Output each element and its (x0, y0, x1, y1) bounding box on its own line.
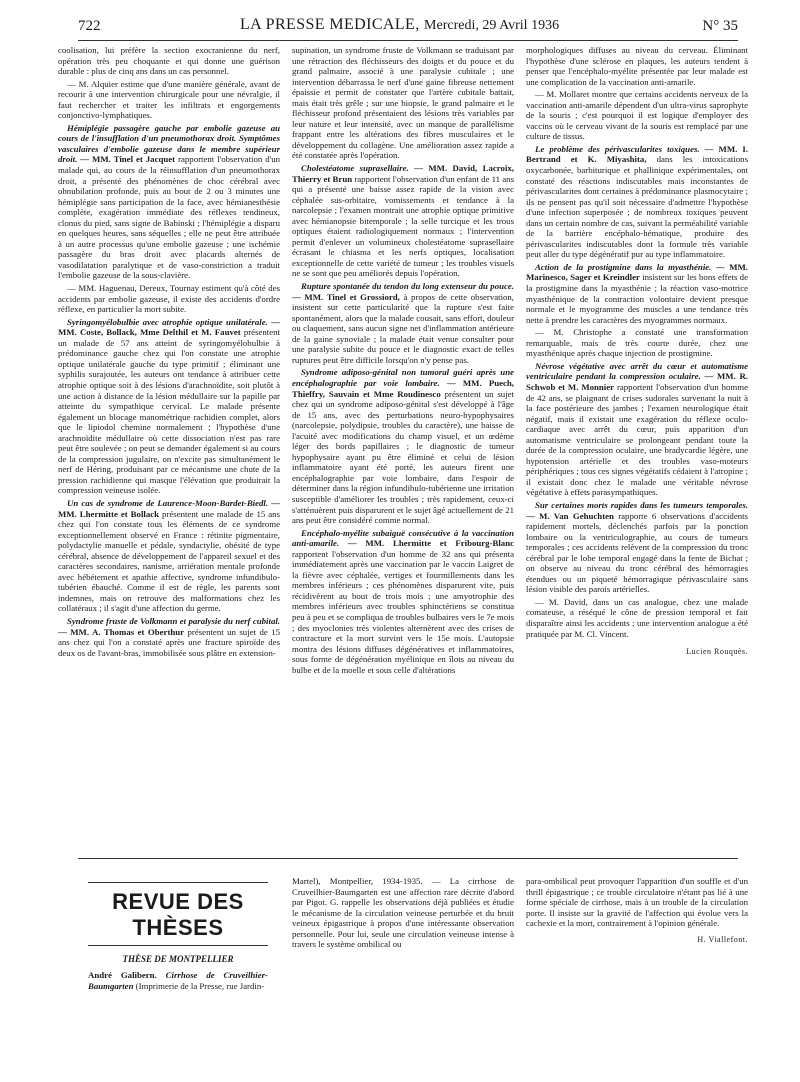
section-title: Syringomyélobulbie avec atrophie optique unilatérale. (67, 316, 268, 327)
these-entry (88, 970, 268, 991)
journal-title: LA PRESSE MEDICALE, (240, 16, 420, 33)
paragraph: — M. Christophe a constaté une transformation remarquable, mais de très courte durée, chez une myasthénique après chaque injection de prostigmine. (526, 327, 748, 359)
article-columns (58, 45, 748, 850)
section-divider (78, 858, 738, 859)
section-authors: — MM. Tinel et Jacquet (80, 154, 176, 165)
section (292, 367, 514, 525)
these-column-2: Martel), Montpellier, 1934-1935. — La cirrhose de Cruveilhier-Baumgarten est une affection rare décrite d'abord par Pigot. G. rappelle les observations déjà publiées et étudie le mécanisme de la circulation veineuse perturbée et du bruit veineux épigastrique à propos d'une intéressante observation personnelle. Pour lui, seule une circulation veineuse intense à travers le système ombilical ou (292, 876, 514, 950)
section-title: Rupture spontanée du tendon du long extenseur du pouce. (301, 281, 514, 292)
section-text: rapportent l'observation d'un malade qui, au cours de la réinsufflation d'un pneumothorax droit, a présenté des phénomènes de choc cérébral avec obnubilation profonde, puis au bout de 2 ou 3 minutes une hémiplégie sans participation de la face, avec hémianesthésie complète, exagération immédiate des réflexes tendineux, clonus du pied, sans signe de Babinski ; l'hémiplégie a disparu en quelques heures, sans séquelles ; elle ne peut être attribuée à un autre processus qu'une embolie gazeuse ; une ischémie passagère du bras droit avec placards alternés de vasodilatation paralytique et de vaso-constriction a traduit l'embolie gazeuse de la sous-clavière. (58, 154, 280, 281)
paragraph: supination, un syndrome fruste de Volkmann se traduisant par une rétraction des fléchisseurs des doigts et du pouce et du grand palmaire, associé à une paralysie cubitale ; une intervention débarrassa le nerf d'une gaine fibreuse nettement épaissie et permit de constater que l'artère cubitale battait, mais était très grêle ; sur une biopsie, le grand palmaire et le fléchisseur profond présentaient des lésions très variables par leur nature et leur intensité, avec un manque de parallélisme frappant entre les altérations des fibres musculaires et le développement du collagène. Une amélioration assez rapide a été constatée après l'opération. (292, 45, 514, 161)
header-rule (78, 40, 738, 41)
section-authors: — M. Van Gehuchten (526, 510, 614, 521)
section (292, 163, 514, 279)
section-authors: — MM. Marinesco, Sager et Kreindler (526, 261, 748, 283)
section (526, 262, 748, 325)
revue-heading-box (88, 878, 268, 940)
section-authors: — MM. Tinel et Grossiord, (292, 291, 400, 302)
revue-des-theses (58, 868, 748, 1068)
section-authors: — MM. Puech, Thieffry, Sauvain et Mme Roudinesco (292, 377, 514, 399)
section (58, 498, 280, 614)
these-subtitle: THÈSE DE MONTPELLIER (122, 954, 234, 964)
paragraph: — MM. Haguenau, Dereux, Tournay estiment qu'à côté des accidents par embolie gazeuse, il existe des accidents d'ordre réflexe, en particulier la mort subite. (58, 283, 280, 315)
issue-date: Mercredi, 29 Avril 1936 (424, 18, 560, 33)
these-author: André Galibern. (88, 970, 157, 980)
section (58, 616, 280, 658)
section (526, 361, 748, 498)
section-title: Un cas de syndrome de Laurence-Moon-Bardet-Biedl. (67, 497, 269, 508)
section (58, 123, 280, 281)
paragraph: — M. David, dans un cas analogue, chez une malade comateuse, a réséqué le cône de pression temporal et fait disparaître ainsi les accidents ; une intervention analogue a été pratiquée par M. Cl. Vincent. (526, 596, 748, 639)
section-authors: — MM. David, Lacroix, Thierry et Brun (292, 163, 514, 184)
column-3 (526, 45, 748, 850)
section-text: présentent un malade de 57 ans atteint de syringomyélobulbie à prédominance gauche chez qui l'on constate une atrophie optique unilatérale gauche du type primitif ; éliminant une syphilis surajoutée, les auteurs ont tendance à attribuer cette atrophie optique soit à des lésions d'arachnoïdite, soit plutôt à une action à distance de la lésion médullaire sur la papille par atteinte du sympathique cervical. Le malade présente également un blocage manométrique rachidien complet, alors que le lipiodol chemine normalement ; l'hypothèse d'une arachnoïdite médullaire où cette dissociation n'est pas rare peut être soulevée ; on peut se demander également si au cours de la compression jugulaire, on n'excite pas simultanément le nerf de Héring, produisant par ce mécanisme une chute de la pression rachidienne qui masque l'élévation que produirait la compression veineuse isolée. (58, 327, 280, 496)
section-title: Encéphalo-myélite subaiguë consécutive à la vaccination anti-amarile. (292, 527, 514, 549)
section-authors: — MM. Lhermitte et Bollack (58, 497, 280, 519)
these-publisher: (Imprimerie de la Presse, rue Jardin- (135, 980, 265, 991)
paragraph: morphologiques diffuses au niveau du cerveau. Éliminant l'hypothèse d'une sclérose en plaques, les auteurs tendent à penser que l'encéphalo-myélite présentée par leur malade est une complication de la vaccination anti-amarile. (526, 45, 748, 87)
section-text: rapportent l'observation d'un homme de 42 ans, se plaignant de crises sudorales survenant la nuit à la face postérieure des jambes ; l'examen neurologique était négatif, mais il existait une exagération du réflexe oculo-cardiaque avec arrêt du cœur, puis apparition d'un automatisme ventriculaire se prolongeant pendant toute la durée de la compression oculaire, une bradycardie légère, une hypotension artérielle et des troubles vaso-moteurs périphériques ; tous ces signes végétatifs cédaient à l'atropine ; il existait donc chez le malade une véritable névrose végétative à effets parasympathiques. (526, 381, 748, 498)
section-authors: — MM. Coste, Bollack, Mme Delthil et M. Fauvet (58, 316, 280, 338)
section (526, 500, 748, 595)
these-signature: H. Viallefont. (697, 934, 748, 944)
paragraph: coolisation, lui préfère la section exocranienne du nerf, opération très peu choquante et qui donne une guérison durable : plus de cinq ans dans un cas personnel. (58, 45, 280, 77)
section (292, 528, 514, 676)
section-authors: — MM. R. Schwob et M. Monnier (526, 371, 748, 392)
section-text: présentent un sujet chez qui un syndrome adiposo-génital s'est développé à l'âge de 15 ans, avec des perturbations neuro-hypophysaires (narcolepsie, polydipsie, troubles du caractère), une baisse de l'acuité avec modifications du champ visuel, et un œdème léger des bords papillaires ; le diagnostic de tumeur hypophysaire ayant pu être éliminé et celui de lésion inflammatoire ayant été porté, les auteurs firent une encéphalographie par voie lombaire, dans l'espoir de déterminer dans la région infundibulo-tubérienne une irritation susceptible d'améliorer les troubles ; très rapidement, ceux-ci s'atténuèrent puis disparurent et le sujet âgé actuellement de 21 ans peut être considéré comme normal. (292, 388, 514, 526)
section-authors: — MM. Lhermitte et Fribourg-Blanc (347, 538, 514, 549)
paragraph: — M. Mollaret montre que certains accidents nerveux de la vaccination anti-amarile dépendent d'un ultra-virus saprophyte de la souris ; c'est pourquoi il est logique d'employer des vaccins où le cerveau vivant de la souris est remplacé par une culture de tissus. (526, 89, 748, 142)
page-header (78, 16, 738, 38)
revue-title: REVUE DES THÈSES (112, 889, 244, 940)
revue-bottom-rule (88, 945, 268, 946)
section (526, 144, 748, 260)
issue-number: N° 35 (702, 18, 738, 34)
these-column-3 (526, 876, 748, 944)
section-title: Action de la prostigmine dans la myasthénie. (535, 261, 712, 272)
section-text: rapporte 6 observations d'accidents rapidement mortels, déclenchés parfois par la ponction lombaire ou la ventriculographie, au cours de tumeurs temporales ; ces accidents relèvent de la compression du tronc cérébral par le lobe temporal engagé dans la fente de Bichat ; on observe au niveau du tronc cérébral des hémorragies étendues ou un piqueté hémorragique périvasculaire sans lésion visible des parois artérielles. (526, 510, 748, 595)
section-title: Le problème des périvascularites toxiques. (535, 143, 700, 154)
revue-top-rule (88, 882, 268, 883)
section-title: Syndrome adiposo-génital non tumoral guéri après une encéphalographie par voie lombaire. (292, 367, 514, 388)
these-work-title: Cirrhose de Cruveilhier-Baumgarten (88, 970, 268, 991)
page-number: 722 (78, 18, 101, 34)
section-title: Hémiplégie passagère gauche par embolie gazeuse au cours de l'insufflation d'un pneumothorax droit. Symptômes vasculaires d'embolie gazeuse dans le membre supérieur droit. (58, 122, 280, 165)
journal-title-line (240, 16, 559, 34)
column-2 (292, 45, 514, 850)
section-text: présentent un sujet de 15 ans chez qui l'on a constaté après une fracture spiroïde des deux os de l'avant-bras, immobilisée sous plâtre en extension- (58, 626, 280, 658)
section-text: rapportent l'observation d'un enfant de 11 ans qui a présenté une baisse assez rapide de la vision avec céphalée sus-orbitaire, vomissements et tendance à la narcolepsie ; l'examen montrait une atrophie optique primitive avec hémianopsie bitemporale ; la selle turcique et les trous optiques étaient radiologiquement normaux ; l'intervention permit d'enlever un volumineux cholestéatome suprasellaire écrasant le chiasma et les nerfs optiques, localisation exceptionnelle de cette variété de tumeur ; les troubles visuels ne se sont que peu améliorés depuis l'opération. (292, 173, 514, 279)
section-text: à propos de cette observation, insistent sur cette particularité que la rupture s'est faite spontanément, alors que la malade cousait, sans effort, douleur ou claquement, sans aucun signe net d'inflammation antérieure de la gaine synoviale ; la malade était venue consulter pour une paralysie subite du pouce et le diagnostic exact de telles ruptures peut être difficile lorsqu'on n'y pense pas. (292, 291, 514, 365)
section (292, 281, 514, 365)
section-authors: — MM. I. Bertrand et K. Miyashita, (526, 143, 748, 165)
section-title: Névrose végétative avec arrêt du cœur et automatisme ventriculaire pendant la compression oculaire. (526, 360, 748, 382)
section-text: insistent sur les bons effets de la prostigmine dans la myasthénie ; la réaction vaso-motrice myasthénique de la contraction volontaire devient presque normale et le myogramme des muscles a une tendance très nette à prendre les caractères des myogrammes normaux. (526, 272, 748, 325)
section-title: Syndrome fruste de Volkmann et paralysie du nerf cubital. (67, 615, 280, 626)
paragraph: — M. Alquier estime que d'une manière générale, avant de recourir à une intervention chirurgicale pour une névralgie, il faut rechercher et traiter les infiltrats et engorgements conjonctivo-lymphatiques. (58, 78, 280, 121)
section-text: rapportent l'observation d'un homme de 32 ans qui présenta immédiatement après une vaccination par le vaccin Laigret de la fièvre avec céphalée, vertiges et fourmillements dans les membres inférieurs ; ces phénomènes disparurent vite, puis récidivèrent au bout de trois mois ; une amyotrophie des membres inférieurs avec troubles sphinctériens se constitua peu à peu et se compliqua de troubles bulbaires vers le 7e mois ; des myoclonies très violentes alternèrent avec des crises de contracture et la mort survint vers le 15e mois. L'autopsie montra des lésions diffuses dégénératives et inflammatoires, sous forme de dégénération myélinique en îlots au niveau du bulbe et de la moelle et sous celle d'altérations (292, 548, 514, 675)
section-text: dans les intoxications oxycarbonée, barbiturique et phallinique expérimentales, ont constaté des réactions indiscutables mais inconstantes de périvascularites dont certaines à prédominance plasmocytaire ; ils ne pensent pas qu'il soit nécessaire d'admettre l'hypothèse d'une infection superposée ; de nombreux toxiques peuvent dans un certain nombre de cas, suivant la perméabilité variable de la barrière encéphalo-hématique, produire des périvascularites indiscutables dont la formule très variable peut aller du type dégénératif pur au type inflammatoire. (526, 154, 748, 260)
section-title: Sur certaines morts rapides dans les tumeurs temporales. (535, 499, 748, 510)
author-signature: Lucien Rouquès. (686, 647, 748, 657)
these-text: para-ombilical peut provoquer l'apparition d'un souffle et d'un thrill épigastrique ; ce trouble circulatoire n'étant pas lié à une forme spéciale de cirrhose, mais à un trouble de la circulation porte. Il insiste sur la gravité de l'affection qui évolue vers la cachexie et la mort, contrairement à l'opinion générale. (526, 876, 748, 929)
section-text: présentent une malade de 15 ans chez qui l'on constate tous les éléments de ce syndrome exceptionnellement observé en France : rétinite pigmentaire, polydactylie manuelle et pédale, syndactylie, obésité de type cérébral, absence de développement de l'appareil sexuel et des caractères secondaires, nanisme, arriération mentale profonde avec hébétement et apathie affective, syndrome infundibulo-tubérien ébauché. Comme il est de règle, les parents sont indemnes, mais on retrouve des malformations chez les collatéraux ; il s'agit d'une affection du germe. (58, 508, 280, 614)
section-title: Cholestéatome suprasellaire. (301, 163, 409, 174)
section-authors: — MM. A. Thomas et Oberthur (58, 626, 185, 637)
column-1 (58, 45, 280, 850)
section (58, 317, 280, 496)
